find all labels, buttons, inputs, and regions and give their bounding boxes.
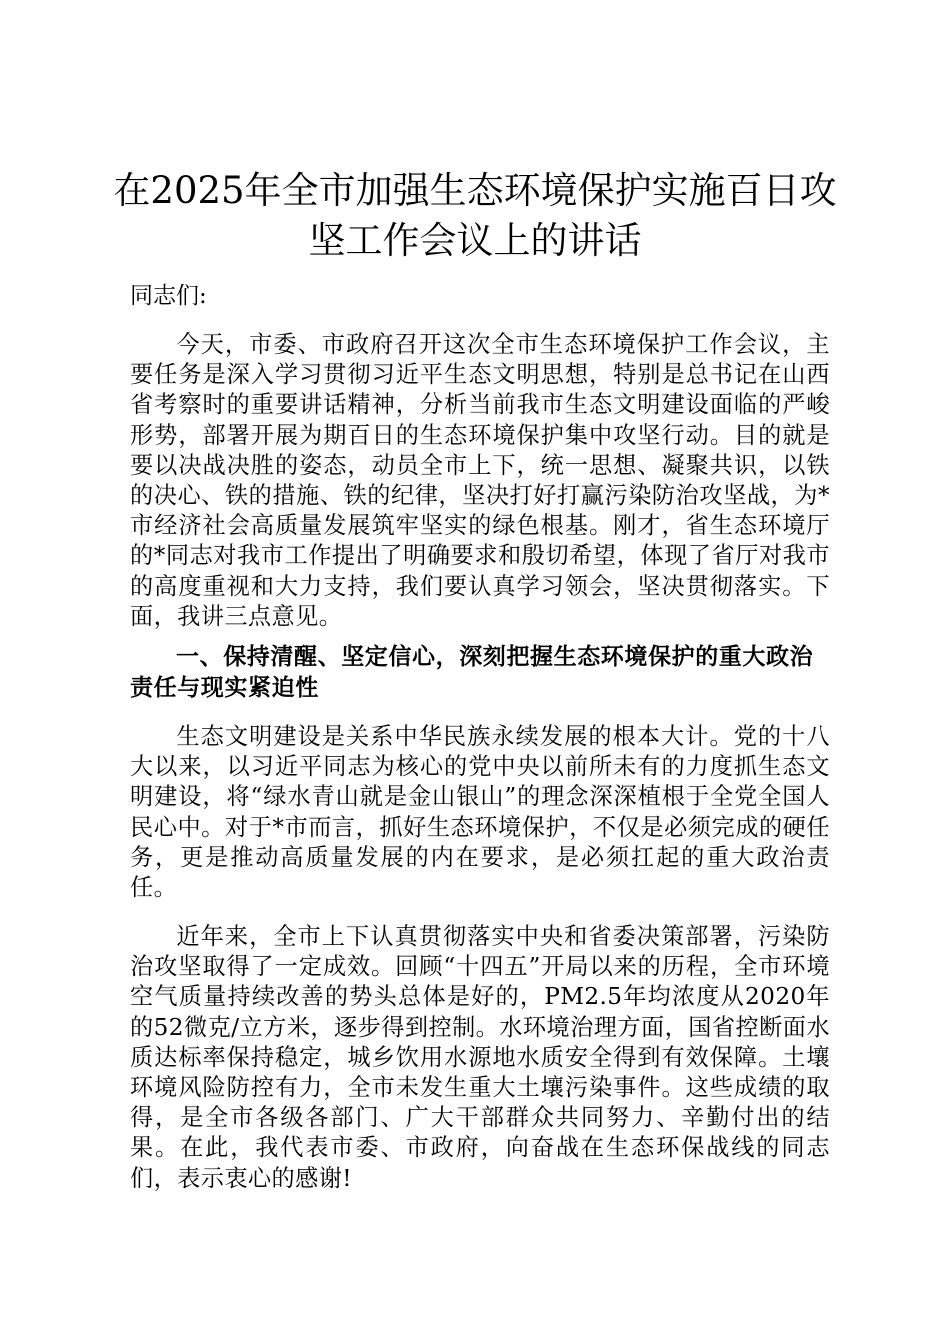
document-title: 在2025年全市加强生态环境保护实施百日攻坚工作会议上的讲话 xyxy=(113,169,837,262)
salutation: 同志们: xyxy=(130,283,207,309)
section-1-paragraph-2: 近年来，全市上下认真贯彻落实中央和省委决策部署，污染防治攻坚取得了一定成效。回顾“十四五”开局以来的历程，全市环境空气质量持续改善的势头总体是好的，PM2.5年均浓度从2020年的52微克/立方米，逐步得到控制。水环境治理方面，国省控断面水质达标率保持稳定，城乡饮用水源地水质安全得到有效保障。土壤环境风险防控有力，全市未发生重大土壤污染事件。这些成绩的取得，是全市各级各部门、广大干部群众共同努力、辛勤付出的结果。在此，我代表市委、市政府，向奋战在生态环保战线的同志们，表示衷心的感谢! xyxy=(130,923,830,1192)
opening-paragraph: 今天，市委、市政府召开这次全市生态环境保护工作会议，主要任务是深入学习贯彻习近平生态文明思想，特别是总书记在山西省考察时的重要讲话精神，分析当前我市生态文明建设面临的严峻形势，部署开展为期百日的生态环境保护集中攻坚行动。目的就是要以决战决胜的姿态，动员全市上下，统一思想、凝聚共识，以铁的决心、铁的措施、铁的纪律，坚决打好打赢污染防治攻坚战，为*市经济社会高质量发展筑牢坚实的绿色根基。刚才，省生态环境厅的*同志对我市工作提出了明确要求和殷切希望，体现了省厅对我市的高度重视和大力支持，我们要认真学习领会，坚决贯彻落实。下面，我讲三点意见。 xyxy=(130,331,830,630)
section-heading-1: 一、保持清醒、坚定信心，深刻把握生态环境保护的重大政治责任与现实紧迫性 xyxy=(130,644,814,701)
section-1-paragraph-1: 生态文明建设是关系中华民族永续发展的根本大计。党的十八大以来，以习近平同志为核心的党中央以前所未有的力度抓生态文明建设，将“绿水青山就是金山银山”的理念深深植根于全党全国人民心中。对于*市而言，抓好生态环境保护，不仅是必须完成的硬任务，更是推动高质量发展的内在要求，是必须扛起的重大政治责任。 xyxy=(130,723,830,902)
